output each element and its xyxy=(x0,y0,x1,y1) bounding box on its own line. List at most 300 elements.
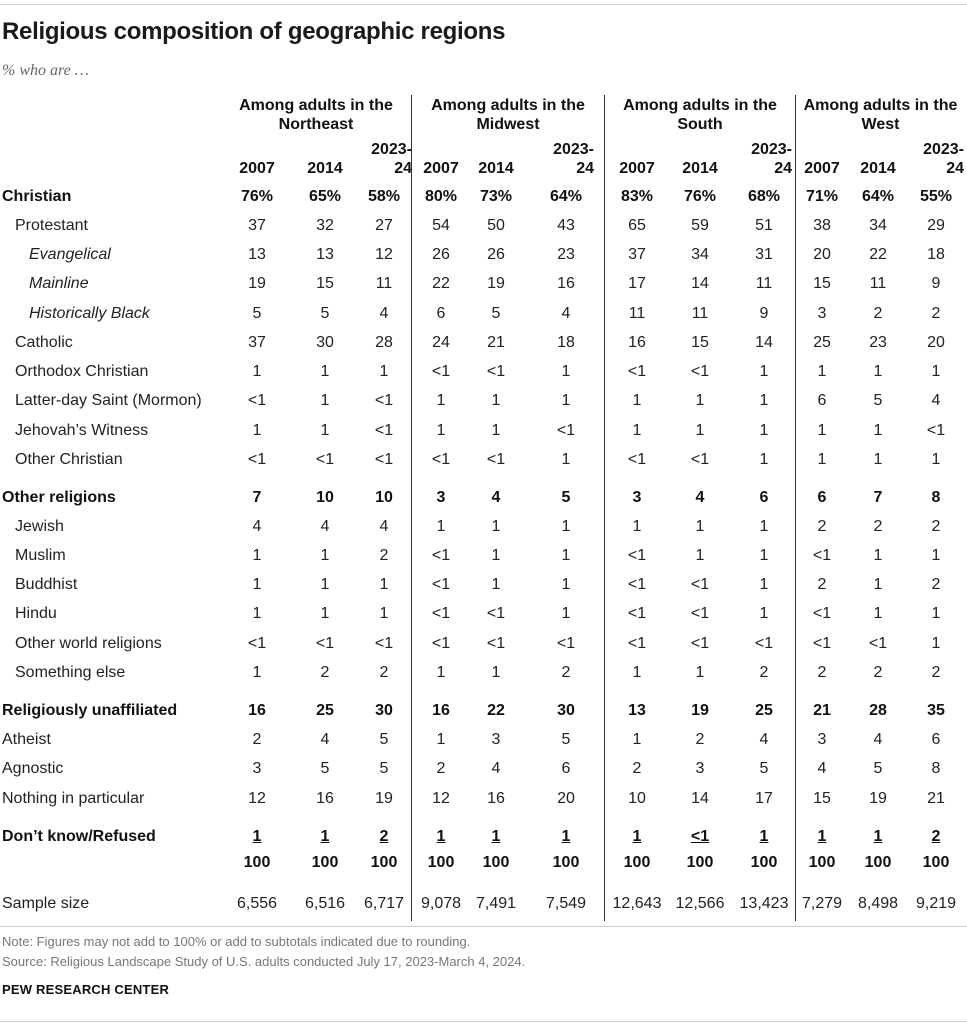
table-cell: <1 xyxy=(431,635,451,652)
table-cell: 1 xyxy=(561,605,571,622)
table-cell: 18 xyxy=(557,334,575,351)
table-cell: 64% xyxy=(549,188,583,205)
table-cell: 1 xyxy=(632,518,642,535)
table-cell: <1 xyxy=(247,451,267,468)
table-cell: 16 xyxy=(248,702,266,719)
table-cell: 54 xyxy=(432,217,450,234)
table-cell: 19 xyxy=(691,702,709,719)
top-divider xyxy=(0,4,967,5)
table-cell: 6 xyxy=(759,489,769,506)
row-label: Don’t know/Refused xyxy=(2,828,156,845)
table-cell: 19 xyxy=(869,790,887,807)
table-cell: 1 xyxy=(632,664,642,681)
table-cell: 37 xyxy=(248,334,266,351)
row-label: Sample size xyxy=(2,895,90,912)
table-cell: 15 xyxy=(691,334,709,351)
table-cell: 3 xyxy=(491,731,501,748)
table-cell: 23 xyxy=(557,246,575,263)
table-cell: 1 xyxy=(436,422,446,439)
table-cell: 2 xyxy=(873,305,883,322)
table-cell: 1 xyxy=(931,635,941,652)
table-cell: 1 xyxy=(379,576,389,593)
table-cell: 1 xyxy=(491,828,501,845)
table-cell: 58% xyxy=(367,188,401,205)
table-cell: 1 xyxy=(759,363,769,380)
table-cell: 32 xyxy=(316,217,334,234)
table-cell: 1 xyxy=(759,451,769,468)
page-subtitle: % who are … xyxy=(2,62,89,79)
table-cell: 6,516 xyxy=(304,895,346,912)
table-cell: 65 xyxy=(628,217,646,234)
table-cell: <1 xyxy=(315,635,335,652)
table-cell: 37 xyxy=(628,246,646,263)
table-cell: 100 xyxy=(864,854,892,871)
table-cell: 4 xyxy=(561,305,571,322)
year-header: 2023- 24 xyxy=(751,141,792,177)
table-cell: 2 xyxy=(759,664,769,681)
table-cell: <1 xyxy=(690,635,710,652)
table-cell: <1 xyxy=(556,422,576,439)
table-cell: 21 xyxy=(927,790,945,807)
table-cell: 1 xyxy=(379,605,389,622)
table-cell: <1 xyxy=(431,451,451,468)
table-cell: 43 xyxy=(557,217,575,234)
table-cell: 1 xyxy=(561,451,571,468)
table-cell: 1 xyxy=(561,392,571,409)
table-cell: 22 xyxy=(432,275,450,292)
table-cell: 22 xyxy=(487,702,505,719)
table-cell: 38 xyxy=(813,217,831,234)
table-cell: 100 xyxy=(552,854,580,871)
table-cell: 2 xyxy=(817,664,827,681)
table-cell: 1 xyxy=(759,576,769,593)
table-cell: 68% xyxy=(747,188,781,205)
table-cell: 25 xyxy=(813,334,831,351)
table-cell: 4 xyxy=(873,731,883,748)
year-header: 2014 xyxy=(478,160,514,177)
table-cell: 11 xyxy=(869,275,887,292)
table-cell: 2 xyxy=(873,518,883,535)
table-cell: <1 xyxy=(690,605,710,622)
bottom-divider xyxy=(0,926,967,927)
table-cell: 18 xyxy=(927,246,945,263)
table-cell: 25 xyxy=(316,702,334,719)
table-cell: 100 xyxy=(922,854,950,871)
row-label: Latter-day Saint (Mormon) xyxy=(15,392,202,409)
table-cell: 16 xyxy=(316,790,334,807)
table-cell: 2 xyxy=(931,576,941,593)
table-cell: 3 xyxy=(632,489,642,506)
row-label: Other religions xyxy=(2,489,116,506)
region-separator xyxy=(604,95,605,921)
table-cell: 2 xyxy=(379,828,389,845)
row-label: Catholic xyxy=(15,334,73,351)
table-cell: 9,078 xyxy=(420,895,462,912)
table-cell: 25 xyxy=(755,702,773,719)
table-cell: 1 xyxy=(561,828,571,845)
table-cell: <1 xyxy=(486,451,506,468)
table-cell: 1 xyxy=(759,392,769,409)
table-cell: <1 xyxy=(690,451,710,468)
table-cell: 1 xyxy=(561,518,571,535)
table-cell: 1 xyxy=(491,576,501,593)
region-header: Among adults in the South xyxy=(623,97,777,133)
table-cell: 13 xyxy=(628,702,646,719)
table-cell: 1 xyxy=(436,518,446,535)
table-cell: 1 xyxy=(561,547,571,564)
table-cell: 1 xyxy=(931,605,941,622)
table-cell: <1 xyxy=(754,635,774,652)
table-cell: <1 xyxy=(315,451,335,468)
page-title: Religious composition of geographic regions xyxy=(2,18,506,45)
year-header: 2023- 24 xyxy=(553,141,594,177)
table-cell: <1 xyxy=(374,451,394,468)
row-label: Christian xyxy=(2,188,72,205)
table-cell: 6 xyxy=(436,305,446,322)
table-cell: 7,491 xyxy=(475,895,517,912)
table-cell: 71% xyxy=(805,188,839,205)
table-cell: 1 xyxy=(252,828,262,845)
row-label: Hindu xyxy=(15,605,57,622)
table-cell: 3 xyxy=(436,489,446,506)
table-cell: 100 xyxy=(311,854,339,871)
table-cell: 1 xyxy=(252,547,262,564)
table-cell: 11 xyxy=(691,305,709,322)
table-cell: 1 xyxy=(817,363,827,380)
table-cell: <1 xyxy=(627,451,647,468)
table-cell: 5 xyxy=(379,731,389,748)
table-cell: 80% xyxy=(424,188,458,205)
table-cell: 1 xyxy=(491,392,501,409)
table-cell: 19 xyxy=(375,790,393,807)
table-cell: 6,717 xyxy=(363,895,405,912)
table-cell: 1 xyxy=(759,605,769,622)
table-cell: 1 xyxy=(873,422,883,439)
table-cell: <1 xyxy=(627,363,647,380)
table-cell: 12,566 xyxy=(675,895,725,912)
table-cell: 55% xyxy=(919,188,953,205)
table-cell: 10 xyxy=(628,790,646,807)
table-cell: 24 xyxy=(432,334,450,351)
table-cell: 17 xyxy=(628,275,646,292)
table-cell: 1 xyxy=(320,605,330,622)
table-cell: 65% xyxy=(308,188,342,205)
table-cell: 1 xyxy=(252,422,262,439)
table-cell: 2 xyxy=(695,731,705,748)
row-label: Religiously unaffiliated xyxy=(2,702,178,719)
table-cell: 20 xyxy=(927,334,945,351)
table-cell: 10 xyxy=(375,489,393,506)
table-cell: 100 xyxy=(482,854,510,871)
table-cell: 3 xyxy=(695,760,705,777)
table-cell: 34 xyxy=(691,246,709,263)
table-cell: 1 xyxy=(695,547,705,564)
year-header: 2007 xyxy=(239,160,275,177)
table-cell: 12 xyxy=(375,246,393,263)
table-cell: 3 xyxy=(252,760,262,777)
pew-logo-text: PEW RESEARCH CENTER xyxy=(2,982,170,997)
table-cell: 11 xyxy=(628,305,646,322)
table-cell: 1 xyxy=(759,518,769,535)
table-cell: 23 xyxy=(869,334,887,351)
table-cell: 21 xyxy=(487,334,505,351)
table-cell: 2 xyxy=(632,760,642,777)
table-cell: 1 xyxy=(931,547,941,564)
table-cell: 7 xyxy=(252,489,262,506)
table-cell: 1 xyxy=(320,363,330,380)
table-cell: 2 xyxy=(252,731,262,748)
table-cell: 1 xyxy=(436,664,446,681)
row-label: Mainline xyxy=(29,275,89,292)
table-cell: 13 xyxy=(248,246,266,263)
table-cell: 12 xyxy=(432,790,450,807)
table-cell: 1 xyxy=(379,363,389,380)
table-cell: 2 xyxy=(931,664,941,681)
table-cell: 16 xyxy=(432,702,450,719)
table-cell: 1 xyxy=(695,518,705,535)
table-cell: 3 xyxy=(817,305,827,322)
table-cell: <1 xyxy=(627,635,647,652)
table-cell: <1 xyxy=(690,363,710,380)
table-cell: 1 xyxy=(873,605,883,622)
table-cell: 5 xyxy=(252,305,262,322)
table-cell: 100 xyxy=(427,854,455,871)
table-cell: 2 xyxy=(320,664,330,681)
table-cell: 1 xyxy=(759,547,769,564)
table-cell: 4 xyxy=(320,731,330,748)
row-label: Muslim xyxy=(15,547,66,564)
table-cell: 64% xyxy=(861,188,895,205)
table-cell: 28 xyxy=(869,702,887,719)
table-cell: 9 xyxy=(759,305,769,322)
table-cell: 12 xyxy=(248,790,266,807)
row-label: Historically Black xyxy=(29,305,150,322)
table-cell: 13 xyxy=(316,246,334,263)
table-cell: 14 xyxy=(691,275,709,292)
table-cell: 1 xyxy=(695,664,705,681)
table-cell: 15 xyxy=(316,275,334,292)
table-cell: <1 xyxy=(690,576,710,593)
table-cell: 100 xyxy=(808,854,836,871)
table-cell: 5 xyxy=(491,305,501,322)
table-cell: 1 xyxy=(561,576,571,593)
table-source: Source: Religious Landscape Study of U.S. adults conducted July 17, 2023-March 4, 2024. xyxy=(2,954,526,969)
row-label: Other world religions xyxy=(15,635,162,652)
table-cell: <1 xyxy=(868,635,888,652)
table-cell: 1 xyxy=(632,392,642,409)
row-label: Atheist xyxy=(2,731,51,748)
table-cell: <1 xyxy=(812,605,832,622)
table-cell: 1 xyxy=(695,422,705,439)
table-cell: 1 xyxy=(632,422,642,439)
row-label: Nothing in particular xyxy=(2,790,145,807)
table-cell: 2 xyxy=(931,828,941,845)
table-cell: 6 xyxy=(817,489,827,506)
table-cell: 100 xyxy=(750,854,778,871)
table-cell: <1 xyxy=(247,392,267,409)
table-cell: <1 xyxy=(374,635,394,652)
table-cell: 14 xyxy=(691,790,709,807)
table-cell: 2 xyxy=(561,664,571,681)
table-cell: 1 xyxy=(491,547,501,564)
year-header: 2007 xyxy=(619,160,655,177)
table-cell: 4 xyxy=(695,489,705,506)
table-cell: 76% xyxy=(683,188,717,205)
region-header: Among adults in the Midwest xyxy=(431,97,585,133)
row-label: Orthodox Christian xyxy=(15,363,149,380)
table-cell: 28 xyxy=(375,334,393,351)
table-cell: 1 xyxy=(817,828,827,845)
table-cell: 31 xyxy=(755,246,773,263)
table-cell: 2 xyxy=(379,547,389,564)
table-cell: 2 xyxy=(931,518,941,535)
table-cell: 4 xyxy=(320,518,330,535)
row-label: Jewish xyxy=(15,518,64,535)
table-cell: 76% xyxy=(240,188,274,205)
region-header: Among adults in the Northeast xyxy=(239,97,393,133)
table-cell: 1 xyxy=(320,422,330,439)
table-cell: 26 xyxy=(432,246,450,263)
row-label: Jehovah’s Witness xyxy=(15,422,149,439)
table-cell: 6 xyxy=(561,760,571,777)
table-cell: 21 xyxy=(813,702,831,719)
table-cell: 4 xyxy=(379,518,389,535)
table-cell: 1 xyxy=(873,828,883,845)
table-cell: 7 xyxy=(873,489,883,506)
table-cell: 30 xyxy=(557,702,575,719)
table-cell: 16 xyxy=(487,790,505,807)
table-cell: 1 xyxy=(931,363,941,380)
table-cell: 3 xyxy=(817,731,827,748)
table-cell: 7,549 xyxy=(545,895,587,912)
table-cell: 5 xyxy=(873,760,883,777)
table-cell: 100 xyxy=(243,854,271,871)
table-cell: 17 xyxy=(755,790,773,807)
table-cell: 16 xyxy=(557,275,575,292)
table-cell: 1 xyxy=(561,363,571,380)
table-cell: 30 xyxy=(375,702,393,719)
table-cell: <1 xyxy=(812,547,832,564)
table-cell: 1 xyxy=(759,422,769,439)
year-header: 2014 xyxy=(860,160,896,177)
table-cell: 100 xyxy=(623,854,651,871)
table-cell: <1 xyxy=(374,422,394,439)
row-label: Evangelical xyxy=(29,246,111,263)
table-cell: 26 xyxy=(487,246,505,263)
table-cell: 2 xyxy=(817,576,827,593)
table-cell: <1 xyxy=(627,576,647,593)
table-cell: 4 xyxy=(759,731,769,748)
table-cell: 1 xyxy=(252,664,262,681)
table-cell: 22 xyxy=(869,246,887,263)
table-cell: 1 xyxy=(632,731,642,748)
table-cell: 1 xyxy=(320,392,330,409)
table-cell: <1 xyxy=(627,605,647,622)
table-cell: 1 xyxy=(436,828,446,845)
table-cell: 20 xyxy=(813,246,831,263)
table-cell: 1 xyxy=(491,422,501,439)
table-cell: <1 xyxy=(812,635,832,652)
table-cell: 29 xyxy=(927,217,945,234)
table-cell: <1 xyxy=(486,635,506,652)
table-cell: 8,498 xyxy=(857,895,899,912)
table-cell: 7,279 xyxy=(801,895,843,912)
table-cell: 1 xyxy=(817,422,827,439)
table-cell: 4 xyxy=(491,489,501,506)
table-cell: <1 xyxy=(926,422,946,439)
table-cell: 1 xyxy=(759,828,769,845)
table-cell: 100 xyxy=(370,854,398,871)
table-cell: 10 xyxy=(316,489,334,506)
table-cell: 4 xyxy=(379,305,389,322)
table-cell: 9 xyxy=(931,275,941,292)
table-cell: 1 xyxy=(252,576,262,593)
table-cell: 11 xyxy=(375,275,393,292)
footer-divider xyxy=(0,1021,967,1022)
table-cell: 1 xyxy=(817,451,827,468)
table-cell: 1 xyxy=(873,576,883,593)
table-cell: 19 xyxy=(487,275,505,292)
table-cell: 4 xyxy=(491,760,501,777)
table-cell: 1 xyxy=(491,518,501,535)
table-cell: 35 xyxy=(927,702,945,719)
table-cell: 1 xyxy=(436,731,446,748)
row-label: Something else xyxy=(15,664,126,681)
table-cell: <1 xyxy=(486,363,506,380)
table-cell: <1 xyxy=(556,635,576,652)
table-cell: 2 xyxy=(436,760,446,777)
table-cell: 2 xyxy=(873,664,883,681)
table-cell: <1 xyxy=(486,605,506,622)
table-note: Note: Figures may not add to 100% or add to subtotals indicated due to rounding. xyxy=(2,934,471,949)
table-cell: <1 xyxy=(374,392,394,409)
table-cell: 13,423 xyxy=(739,895,789,912)
table-cell: 19 xyxy=(248,275,266,292)
year-header: 2014 xyxy=(682,160,718,177)
table-cell: 5 xyxy=(759,760,769,777)
table-cell: 1 xyxy=(695,392,705,409)
table-cell: <1 xyxy=(627,547,647,564)
table-cell: 1 xyxy=(320,828,330,845)
table-cell: 11 xyxy=(755,275,773,292)
row-label: Other Christian xyxy=(15,451,123,468)
table-cell: 1 xyxy=(436,392,446,409)
table-cell: 27 xyxy=(375,217,393,234)
table-cell: 16 xyxy=(628,334,646,351)
table-cell: 1 xyxy=(873,451,883,468)
table-cell: 100 xyxy=(686,854,714,871)
table-cell: 1 xyxy=(252,363,262,380)
year-header: 2023- 24 xyxy=(923,141,964,177)
table-cell: <1 xyxy=(690,828,710,845)
table-cell: 6 xyxy=(931,731,941,748)
table-cell: 73% xyxy=(479,188,513,205)
table-cell: 12,643 xyxy=(612,895,662,912)
table-cell: 59 xyxy=(691,217,709,234)
table-cell: 20 xyxy=(557,790,575,807)
table-cell: 37 xyxy=(248,217,266,234)
table-cell: 5 xyxy=(379,760,389,777)
table-cell: 83% xyxy=(620,188,654,205)
table-cell: 5 xyxy=(320,760,330,777)
table-cell: 5 xyxy=(561,489,571,506)
row-label: Agnostic xyxy=(2,760,64,777)
table-cell: 15 xyxy=(813,790,831,807)
table-cell: 1 xyxy=(252,605,262,622)
table-cell: <1 xyxy=(431,363,451,380)
table-cell: <1 xyxy=(247,635,267,652)
table-cell: 5 xyxy=(320,305,330,322)
